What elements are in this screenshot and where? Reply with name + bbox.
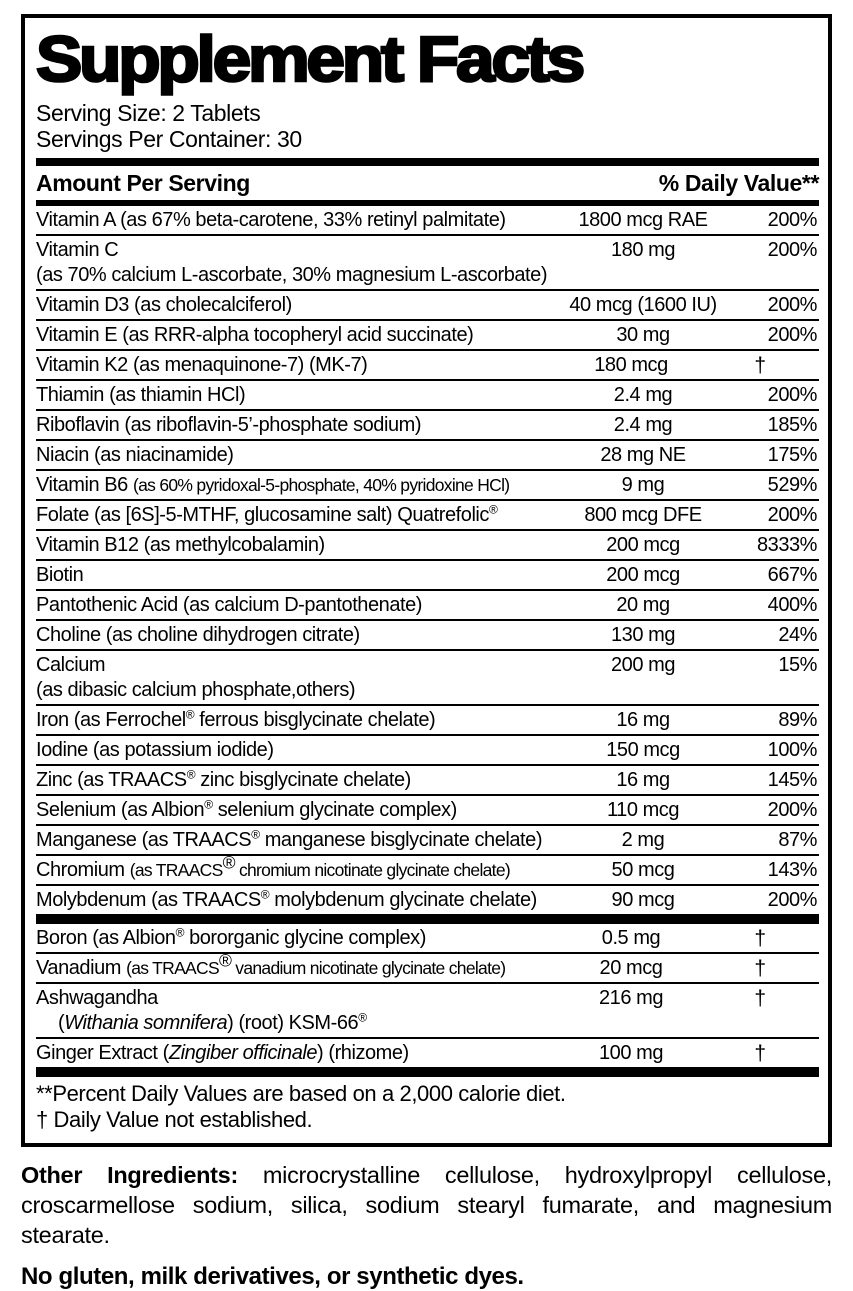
ingredient-amount: 20 mcg: [599, 956, 663, 979]
ingredient-name: [36, 986, 547, 1036]
ingredient-name-line1: Manganese (as TRAACS® manganese bisglycinate chelate): [36, 826, 543, 851]
header-top-divider: [36, 158, 819, 166]
ingredient-amount: 2 mg: [621, 828, 665, 851]
ingredient-daily-value: 200%: [767, 238, 817, 261]
ingredient-daily-value: †: [754, 926, 766, 950]
ingredient-daily-value: †: [754, 1041, 766, 1065]
ingredient-name: [36, 443, 559, 468]
footnote-divider: [36, 1067, 819, 1077]
table-row: [36, 439, 819, 469]
ingredient-name: [36, 413, 559, 438]
table-row: [36, 499, 819, 529]
table-row: [36, 589, 819, 619]
ingredient-name: [36, 738, 559, 763]
ingredient-name: [36, 1041, 547, 1066]
ingredient-name-line1: Riboflavin (as riboflavin-5’-phosphate sodium): [36, 413, 422, 436]
ingredient-amount: 40 mcg (1600 IU): [569, 293, 717, 316]
ingredient-name-line1: Iodine (as potassium iodide): [36, 738, 274, 761]
ingredient-daily-value: 175%: [767, 443, 817, 466]
ingredient-amount: 180 mcg: [594, 353, 668, 376]
ingredient-name-line1: Vitamin D3 (as cholecalciferol): [36, 293, 292, 316]
ingredient-amount: 200 mg: [610, 653, 675, 676]
ingredient-daily-value: 100%: [767, 738, 817, 761]
footnote-percent-daily-value: **Percent Daily Values are based on a 2,000 calorie diet.: [36, 1081, 566, 1106]
panel-title: Supplement Facts: [36, 23, 582, 95]
ingredient-name-line1: Vitamin B6 (as 60% pyridoxal-5-phosphate, 40% pyridoxine HCl): [36, 473, 510, 496]
ingredient-rows: [36, 206, 819, 1067]
ingredient-name-line1: Vitamin A (as 67% beta-carotene, 33% retinyl palmitate): [36, 208, 506, 231]
ingredient-name: [36, 323, 559, 348]
table-row: [36, 529, 819, 559]
table-row: [36, 619, 819, 649]
ingredient-amount: 110 mcg: [606, 798, 680, 821]
ingredient-name-line2: (as dibasic calcium phosphate,others): [36, 678, 356, 701]
ingredient-name: [36, 851, 559, 883]
ingredient-name: [36, 798, 559, 823]
ingredient-name-line1: Boron (as Albion® bororganic glycine complex): [36, 924, 426, 949]
ingredient-daily-value: 15%: [778, 653, 817, 676]
daily-value-heading: % Daily Value**: [658, 170, 819, 196]
table-row: [36, 559, 819, 589]
ingredient-daily-value: †: [754, 353, 766, 377]
table-row: [36, 289, 819, 319]
ingredient-daily-value: 200%: [767, 798, 817, 821]
ingredient-name: [36, 503, 559, 528]
ingredient-daily-value: 200%: [767, 383, 817, 406]
ingredient-amount: 20 mg: [616, 593, 670, 616]
ingredient-daily-value: 667%: [767, 563, 817, 586]
table-row: [36, 234, 819, 289]
ingredient-name-line1: Vanadium (as TRAACS® vanadium nicotinate glycinate chelate): [36, 949, 506, 979]
ingredient-daily-value: †: [754, 956, 766, 980]
ingredient-daily-value: 200%: [767, 208, 817, 231]
ingredient-amount: 216 mg: [598, 986, 663, 1009]
ingredient-name-line1: Iron (as Ferrochel® ferrous bisglycinate chelate): [36, 706, 436, 731]
table-row: [36, 824, 819, 854]
ingredient-amount: 180 mg: [610, 238, 675, 261]
column-header: [36, 166, 819, 200]
ingredient-name: [36, 708, 559, 733]
ingredient-name: [36, 653, 559, 703]
ingredient-amount: 0.5 mg: [601, 926, 661, 949]
ingredient-amount: 1800 mcg RAE: [578, 208, 708, 231]
ingredient-amount: 30 mg: [616, 323, 670, 346]
ingredient-amount: 2.4 mg: [613, 413, 673, 436]
ingredient-name-line1: Vitamin E (as RRR-alpha tocopheryl acid succinate): [36, 323, 474, 346]
table-row: [36, 409, 819, 439]
ingredient-amount: 800 mcg DFE: [584, 503, 702, 526]
ingredient-name: [36, 949, 547, 981]
ingredient-daily-value: †: [754, 986, 766, 1010]
ingredient-name-line1: Vitamin K2 (as menaquinone-7) (MK-7): [36, 353, 368, 376]
ingredient-name: [36, 353, 547, 378]
other-ingredients-label: Other Ingredients:: [21, 1162, 238, 1188]
ingredient-name-line1: Molybdenum (as TRAACS® molybdenum glycinate chelate): [36, 886, 537, 911]
table-row: [36, 379, 819, 409]
ingredient-name-line1: Vitamin C: [36, 238, 119, 261]
amount-per-serving-heading: Amount Per Serving: [36, 170, 250, 196]
ingredient-name-line1: Pantothenic Acid (as calcium D-pantothenate): [36, 593, 422, 616]
serving-size: Serving Size: 2 Tablets: [36, 100, 261, 126]
ingredient-daily-value: 200%: [767, 323, 817, 346]
ingredient-amount: 150 mcg: [606, 738, 680, 761]
servings-per-container: Servings Per Container: 30: [36, 126, 302, 152]
table-row: [36, 1037, 819, 1067]
ingredient-daily-value: 400%: [767, 593, 817, 616]
ingredient-amount: 28 mg NE: [600, 443, 686, 466]
section-divider: [36, 914, 819, 924]
footnotes: [36, 1077, 819, 1135]
ingredient-daily-value: 89%: [778, 708, 817, 731]
ingredient-name: [36, 768, 559, 793]
ingredient-amount: 2.4 mg: [613, 383, 673, 406]
ingredient-amount: 16 mg: [616, 708, 670, 731]
table-row: [36, 469, 819, 499]
ingredient-daily-value: 87%: [778, 828, 817, 851]
ingredient-name: [36, 593, 559, 618]
ingredient-amount: 16 mg: [616, 768, 670, 791]
ingredient-name-line2: (Withania somnifera) (root) KSM-66®: [58, 1009, 367, 1034]
ingredient-name-line1: Folate (as [6S]-5-MTHF, glucosamine salt) Quatrefolic®: [36, 501, 498, 526]
no-gluten-statement: No gluten, milk derivatives, or synthetic dyes.: [21, 1263, 524, 1290]
ingredient-amount: 130 mg: [610, 623, 675, 646]
table-row: [36, 851, 819, 884]
ingredient-name: [36, 208, 559, 233]
ingredient-daily-value: 145%: [767, 768, 817, 791]
ingredient-amount: 50 mcg: [611, 858, 675, 881]
ingredient-name-line1: Biotin: [36, 563, 84, 586]
ingredient-daily-value: 200%: [767, 503, 817, 526]
table-row: [36, 704, 819, 734]
ingredient-name-line1: Vitamin B12 (as methylcobalamin): [36, 533, 325, 556]
ingredient-name-line1: Ashwagandha: [36, 986, 158, 1009]
ingredient-amount: 200 mcg: [606, 563, 680, 586]
table-row: [36, 649, 819, 704]
ingredient-name-line1: Niacin (as niacinamide): [36, 443, 234, 466]
ingredient-name: [36, 563, 559, 588]
ingredient-name-line1: Ginger Extract (Zingiber officinale) (rhizome): [36, 1041, 409, 1064]
ingredient-name: [36, 828, 559, 853]
table-row: [36, 949, 819, 982]
ingredient-name: [36, 623, 559, 648]
ingredient-daily-value: 24%: [778, 623, 817, 646]
other-ingredients: [21, 1160, 832, 1250]
ingredient-daily-value: 200%: [767, 293, 817, 316]
ingredient-name-line1: Choline (as choline dihydrogen citrate): [36, 623, 360, 646]
ingredient-name-line1: Selenium (as Albion® selenium glycinate complex): [36, 796, 457, 821]
ingredient-name: [36, 383, 559, 408]
ingredient-name: [36, 888, 559, 913]
ingredient-name-line1: Calcium: [36, 653, 106, 676]
ingredient-amount: 200 mcg: [606, 533, 680, 556]
supplement-facts-panel: [21, 14, 832, 1147]
ingredient-daily-value: 200%: [767, 888, 817, 911]
other-ingredients-text: microcrystalline cellulose, hydroxylpropyl cellulose, croscarmellose sodium, silica, sodium stearyl fumarate, and magnesium stearate.: [21, 1162, 832, 1248]
table-row: [36, 734, 819, 764]
table-row: [36, 349, 819, 379]
ingredient-name: [36, 926, 547, 951]
ingredient-name-line1: Thiamin (as thiamin HCl): [36, 383, 246, 406]
ingredient-amount: 90 mcg: [611, 888, 675, 911]
ingredient-name-line2: (as 70% calcium L-ascorbate, 30% magnesium L-ascorbate): [36, 263, 548, 286]
ingredient-name: [36, 238, 559, 288]
ingredient-daily-value: 143%: [767, 858, 817, 881]
ingredient-name: [36, 533, 559, 558]
table-row: [36, 884, 819, 914]
ingredient-name: [36, 473, 559, 498]
ingredient-amount: 100 mg: [598, 1041, 663, 1064]
ingredient-daily-value: 185%: [767, 413, 817, 436]
table-row: [36, 794, 819, 824]
table-row: [36, 982, 819, 1037]
ingredient-amount: 9 mg: [621, 473, 665, 496]
footnote-daily-value-not-established: † Daily Value not established.: [36, 1107, 313, 1132]
table-row: [36, 206, 819, 234]
ingredient-name: [36, 293, 559, 318]
table-row: [36, 319, 819, 349]
table-row: [36, 924, 819, 952]
ingredient-name-line1: Zinc (as TRAACS® zinc bisglycinate chelate): [36, 766, 411, 791]
ingredient-daily-value: 529%: [767, 473, 817, 496]
ingredient-daily-value: 8333%: [756, 533, 817, 556]
ingredient-name-line1: Chromium (as TRAACS® chromium nicotinate glycinate chelate): [36, 851, 511, 881]
table-row: [36, 764, 819, 794]
